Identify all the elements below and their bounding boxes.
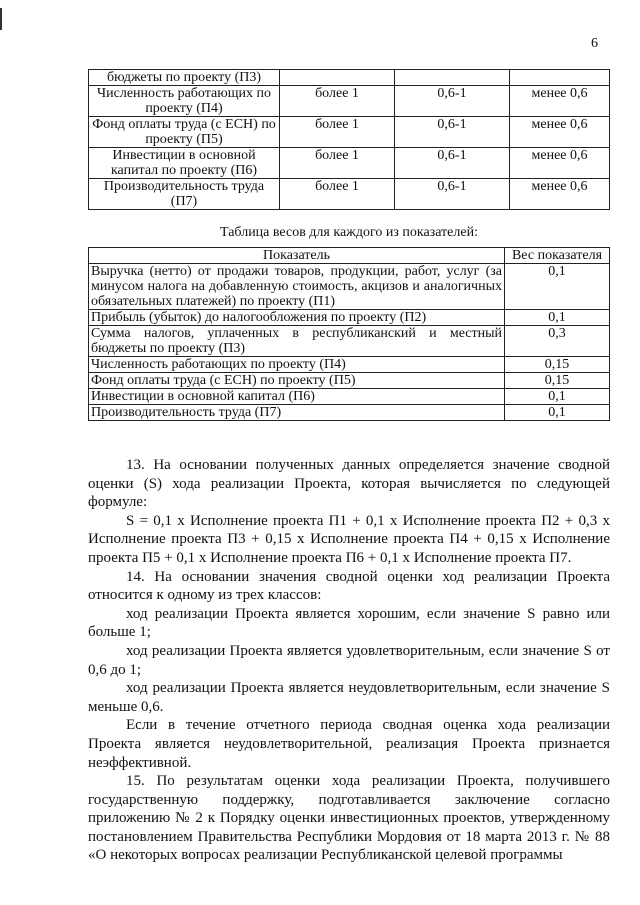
paragraph: ход реализации Проекта является хорошим, если значение S равно или больше 1; — [88, 605, 610, 641]
table-row — [89, 389, 610, 405]
paragraph: ход реализации Проекта является неудовлетворительным, если значение S меньше 0,6. — [88, 680, 610, 715]
table-row — [89, 373, 610, 389]
column-header-indicator: Показатель — [89, 248, 505, 264]
table-header-row — [89, 248, 610, 264]
page-number: 6 — [591, 36, 598, 51]
table-row — [89, 405, 610, 421]
value-cell: более 1 — [280, 86, 395, 117]
paragraph: 13. На основании полученных данных определяется значение сводной оценки (S) хода реализации Проекта, которая вычисляется по следующей формуле: — [88, 457, 610, 511]
table-row — [89, 357, 610, 373]
value-cell: более 1 — [280, 148, 395, 179]
value-cell — [395, 70, 510, 86]
table-row — [89, 310, 610, 326]
indicator-cell: Прибыль (убыток) до налогообложения по проекту (П2) — [89, 310, 505, 326]
weight-cell: 0,1 — [505, 405, 610, 421]
indicator-cell: Производительность труда (П7) — [89, 179, 280, 210]
value-cell: 0,6-1 — [395, 179, 510, 210]
value-cell: менее 0,6 — [510, 117, 610, 148]
indicator-cell: Инвестиции в основной капитал (П6) — [89, 389, 505, 405]
value-cell: менее 0,6 — [510, 179, 610, 210]
table-row — [89, 179, 610, 210]
value-cell: менее 0,6 — [510, 148, 610, 179]
weights-table-caption: Таблица весов для каждого из показателей: — [220, 225, 478, 240]
indicator-cell: Инвестиции в основной капитал по проекту (П6) — [89, 148, 280, 179]
paragraph: Если в течение отчетного периода сводная оценка хода реализации Проекта является неудовлетворительной, реализация Проекта признается неэффективной. — [88, 717, 610, 771]
indicator-cell: Фонд оплаты труда (с ЕСН) по проекту (П5) — [89, 117, 280, 148]
table-row — [89, 326, 610, 357]
indicator-cell: бюджеты по проекту (П3) — [89, 70, 280, 86]
value-cell: 0,6-1 — [395, 86, 510, 117]
paragraph: ход реализации Проекта является удовлетворительным, если значение S от 0,6 до 1; — [88, 642, 610, 678]
column-header-weight: Вес показателя — [505, 248, 610, 264]
value-cell: 0,6-1 — [395, 117, 510, 148]
indicator-cell: Численность работающих по проекту (П4) — [89, 357, 505, 373]
indicator-cell: Сумма налогов, уплаченных в республиканский и местный бюджеты по проекту (П3) — [89, 326, 505, 357]
weight-cell: 0,1 — [505, 264, 610, 310]
indicator-cell: Численность работающих по проекту (П4) — [89, 86, 280, 117]
indicator-cell: Производительность труда (П7) — [89, 405, 505, 421]
table-row — [89, 148, 610, 179]
weight-cell: 0,15 — [505, 373, 610, 389]
weight-cell: 0,3 — [505, 326, 610, 357]
value-cell: более 1 — [280, 179, 395, 210]
paragraph: 15. По результатам оценки хода реализации Проекта, получившего государственную поддержку, подготавливается заключение согласно приложению № 2 к Порядку оценки инвестиционных проектов, утвержденному постановлением Правительства Республики Мордовия от 18 марта 2013 г. № 88 «О некоторых вопросах реализации Республиканской целевой программы — [88, 773, 610, 864]
value-cell: 0,6-1 — [395, 148, 510, 179]
table-row — [89, 70, 610, 86]
value-cell: менее 0,6 — [510, 86, 610, 117]
weight-cell: 0,1 — [505, 389, 610, 405]
scan-edge-mark — [0, 8, 2, 30]
table-row — [89, 117, 610, 148]
value-cell — [510, 70, 610, 86]
value-cell: более 1 — [280, 117, 395, 148]
value-cell — [280, 70, 395, 86]
table-row — [89, 264, 610, 310]
weight-cell: 0,1 — [505, 310, 610, 326]
indicator-cell: Выручка (нетто) от продажи товаров, продукции, работ, услуг (за минусом налога на добавленную стоимость, акцизов и аналогичных обязательных платежей) по проекту (П1) — [89, 264, 505, 310]
criteria-table — [88, 69, 610, 210]
indicator-cell: Фонд оплаты труда (с ЕСН) по проекту (П5) — [89, 373, 505, 389]
weights-table — [88, 247, 610, 421]
weight-cell: 0,15 — [505, 357, 610, 373]
document-body — [88, 456, 610, 865]
table-row — [89, 86, 610, 117]
formula-paragraph: S = 0,1 x Исполнение проекта П1 + 0,1 x Исполнение проекта П2 + 0,3 x Исполнение проекта П3 + 0,15 x Исполнение проекта П4 + 0,15 x Исполнение проекта П5 + 0,1 x Исполнение проекта П6 + 0,1 x Исполнение проекта П7. — [88, 512, 610, 566]
paragraph: 14. На основании значения сводной оценки ход реализации Проекта относится к одному из трех классов: — [88, 568, 610, 604]
